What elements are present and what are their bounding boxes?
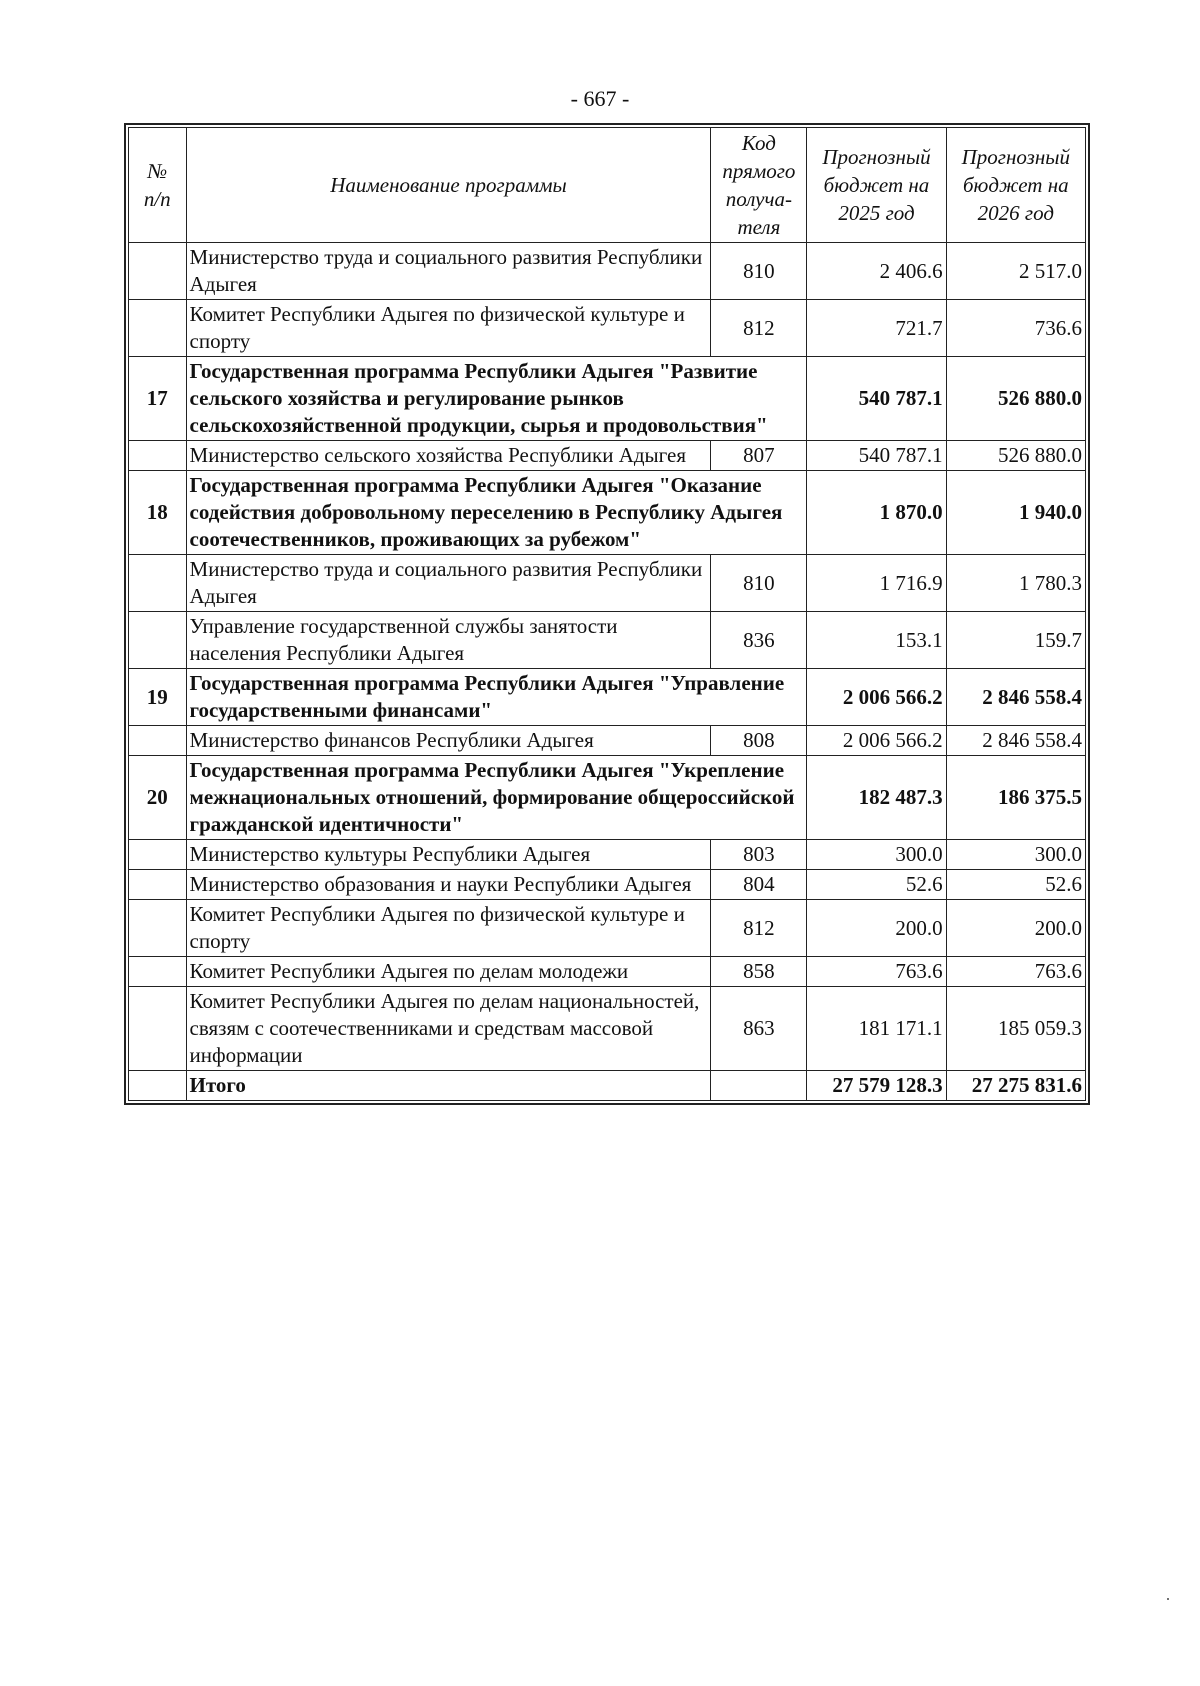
cell-2026: 185 059.3 [946,987,1085,1071]
cell-name: Управление государственной службы занятости населения Республики Адыгея [186,612,711,669]
cell-name: Министерство сельского хозяйства Республики Адыгея [186,441,711,471]
cell-2025: 182 487.3 [807,756,946,840]
cell-2025: 52.6 [807,870,946,900]
table-row [129,441,1086,471]
header-2025-line: бюджет на [823,173,930,197]
cell-num [129,987,187,1071]
cell-num [129,957,187,987]
cell-code: 863 [711,987,807,1071]
header-2026-line: 2026 год [977,201,1054,225]
cell-num [129,441,187,471]
cell-num [129,555,187,612]
cell-2025: 153.1 [807,612,946,669]
header-code-line: получа- [725,187,792,211]
header-code-line: Код [741,131,776,155]
cell-num: 18 [129,471,187,555]
table-row [129,870,1086,900]
program-row [129,471,1086,555]
budget-table [128,127,1086,1101]
cell-2025: 540 787.1 [807,357,946,441]
cell-2025: 300.0 [807,840,946,870]
table-row [129,900,1086,957]
cell-name: Комитет Республики Адыгея по делам молодежи [186,957,711,987]
cell-2026: 2 846 558.4 [946,669,1085,726]
cell-code: 858 [711,957,807,987]
cell-num [129,300,187,357]
cell-2026: 1 940.0 [946,471,1085,555]
cell-2025: 200.0 [807,900,946,957]
cell-2025: 2 006 566.2 [807,726,946,756]
cell-num [129,1071,187,1101]
cell-2026: 526 880.0 [946,441,1085,471]
cell-code: 810 [711,243,807,300]
cell-code: 812 [711,900,807,957]
cell-code: 807 [711,441,807,471]
cell-name: Итого [186,1071,711,1101]
cell-name: Комитет Республики Адыгея по физической культуре и спорту [186,300,711,357]
cell-num: 20 [129,756,187,840]
cell-num [129,840,187,870]
cell-2026: 159.7 [946,612,1085,669]
program-row [129,357,1086,441]
header-name: Наименование программы [186,128,711,243]
cell-2025: 721.7 [807,300,946,357]
cell-num [129,900,187,957]
table-row [129,612,1086,669]
cell-2025: 540 787.1 [807,441,946,471]
cell-code: 810 [711,555,807,612]
cell-name: Министерство труда и социального развития Республики Адыгея [186,555,711,612]
cell-num [129,612,187,669]
page-number: - 667 - [570,86,630,111]
cell-2026: 2 517.0 [946,243,1085,300]
cell-2026: 763.6 [946,957,1085,987]
table-row [129,987,1086,1071]
table-row [129,555,1086,612]
cell-2025: 1 870.0 [807,471,946,555]
cell-2026: 200.0 [946,900,1085,957]
header-code-line: теля [737,215,781,239]
table-row [129,957,1086,987]
header-num-line: № [147,159,168,183]
cell-2025: 2 406.6 [807,243,946,300]
cell-2026: 526 880.0 [946,357,1085,441]
scan-speck [1167,1598,1169,1600]
total-row [129,1071,1086,1101]
header-code-line: прямого [722,159,796,183]
header-row [129,128,1086,243]
cell-2025: 2 006 566.2 [807,669,946,726]
header-2025-line: 2025 год [838,201,915,225]
header-2026-line: Прогнозный [961,145,1070,169]
cell-name: Комитет Республики Адыгея по физической культуре и спорту [186,900,711,957]
table-row [129,840,1086,870]
cell-code [711,1071,807,1101]
header-2026 [946,128,1085,243]
header-code [711,128,807,243]
cell-2026: 1 780.3 [946,555,1085,612]
cell-num [129,243,187,300]
cell-2025: 27 579 128.3 [807,1071,946,1101]
cell-2026: 27 275 831.6 [946,1071,1085,1101]
cell-code: 803 [711,840,807,870]
header-2026-line: бюджет на [963,173,1069,197]
cell-name: Министерство финансов Республики Адыгея [186,726,711,756]
table-row [129,726,1086,756]
cell-2026: 300.0 [946,840,1085,870]
cell-name: Министерство образования и науки Республики Адыгея [186,870,711,900]
cell-name: Государственная программа Республики Адыгея "Развитие сельского хозяйства и регулирование рынков сельскохозяйственной продукции, сырья и продовольствия" [186,357,807,441]
cell-code: 812 [711,300,807,357]
cell-2026: 186 375.5 [946,756,1085,840]
cell-code: 836 [711,612,807,669]
program-row [129,669,1086,726]
header-num [129,128,187,243]
program-row [129,756,1086,840]
cell-name: Комитет Республики Адыгея по делам национальностей, связям с соотечественниками и средствам массовой информации [186,987,711,1071]
cell-2025: 763.6 [807,957,946,987]
cell-2026: 2 846 558.4 [946,726,1085,756]
cell-code: 808 [711,726,807,756]
header-num-line: п/п [143,187,171,211]
cell-num: 19 [129,669,187,726]
cell-2025: 1 716.9 [807,555,946,612]
header-2025 [807,128,946,243]
cell-2026: 736.6 [946,300,1085,357]
cell-2025: 181 171.1 [807,987,946,1071]
cell-num [129,726,187,756]
cell-name: Государственная программа Республики Адыгея "Укрепление межнациональных отношений, формирование общероссийской гражданской идентичности" [186,756,807,840]
cell-num [129,870,187,900]
cell-code: 804 [711,870,807,900]
cell-name: Министерство труда и социального развития Республики Адыгея [186,243,711,300]
table-row [129,243,1086,300]
header-2025-line: Прогнозный [822,145,931,169]
cell-name: Министерство культуры Республики Адыгея [186,840,711,870]
cell-2026: 52.6 [946,870,1085,900]
table-row [129,300,1086,357]
cell-num: 17 [129,357,187,441]
cell-name: Государственная программа Республики Адыгея "Оказание содействия добровольному переселению в Республику Адыгея соотечественников, проживающих за рубежом" [186,471,807,555]
cell-name: Государственная программа Республики Адыгея "Управление государственными финансами" [186,669,807,726]
